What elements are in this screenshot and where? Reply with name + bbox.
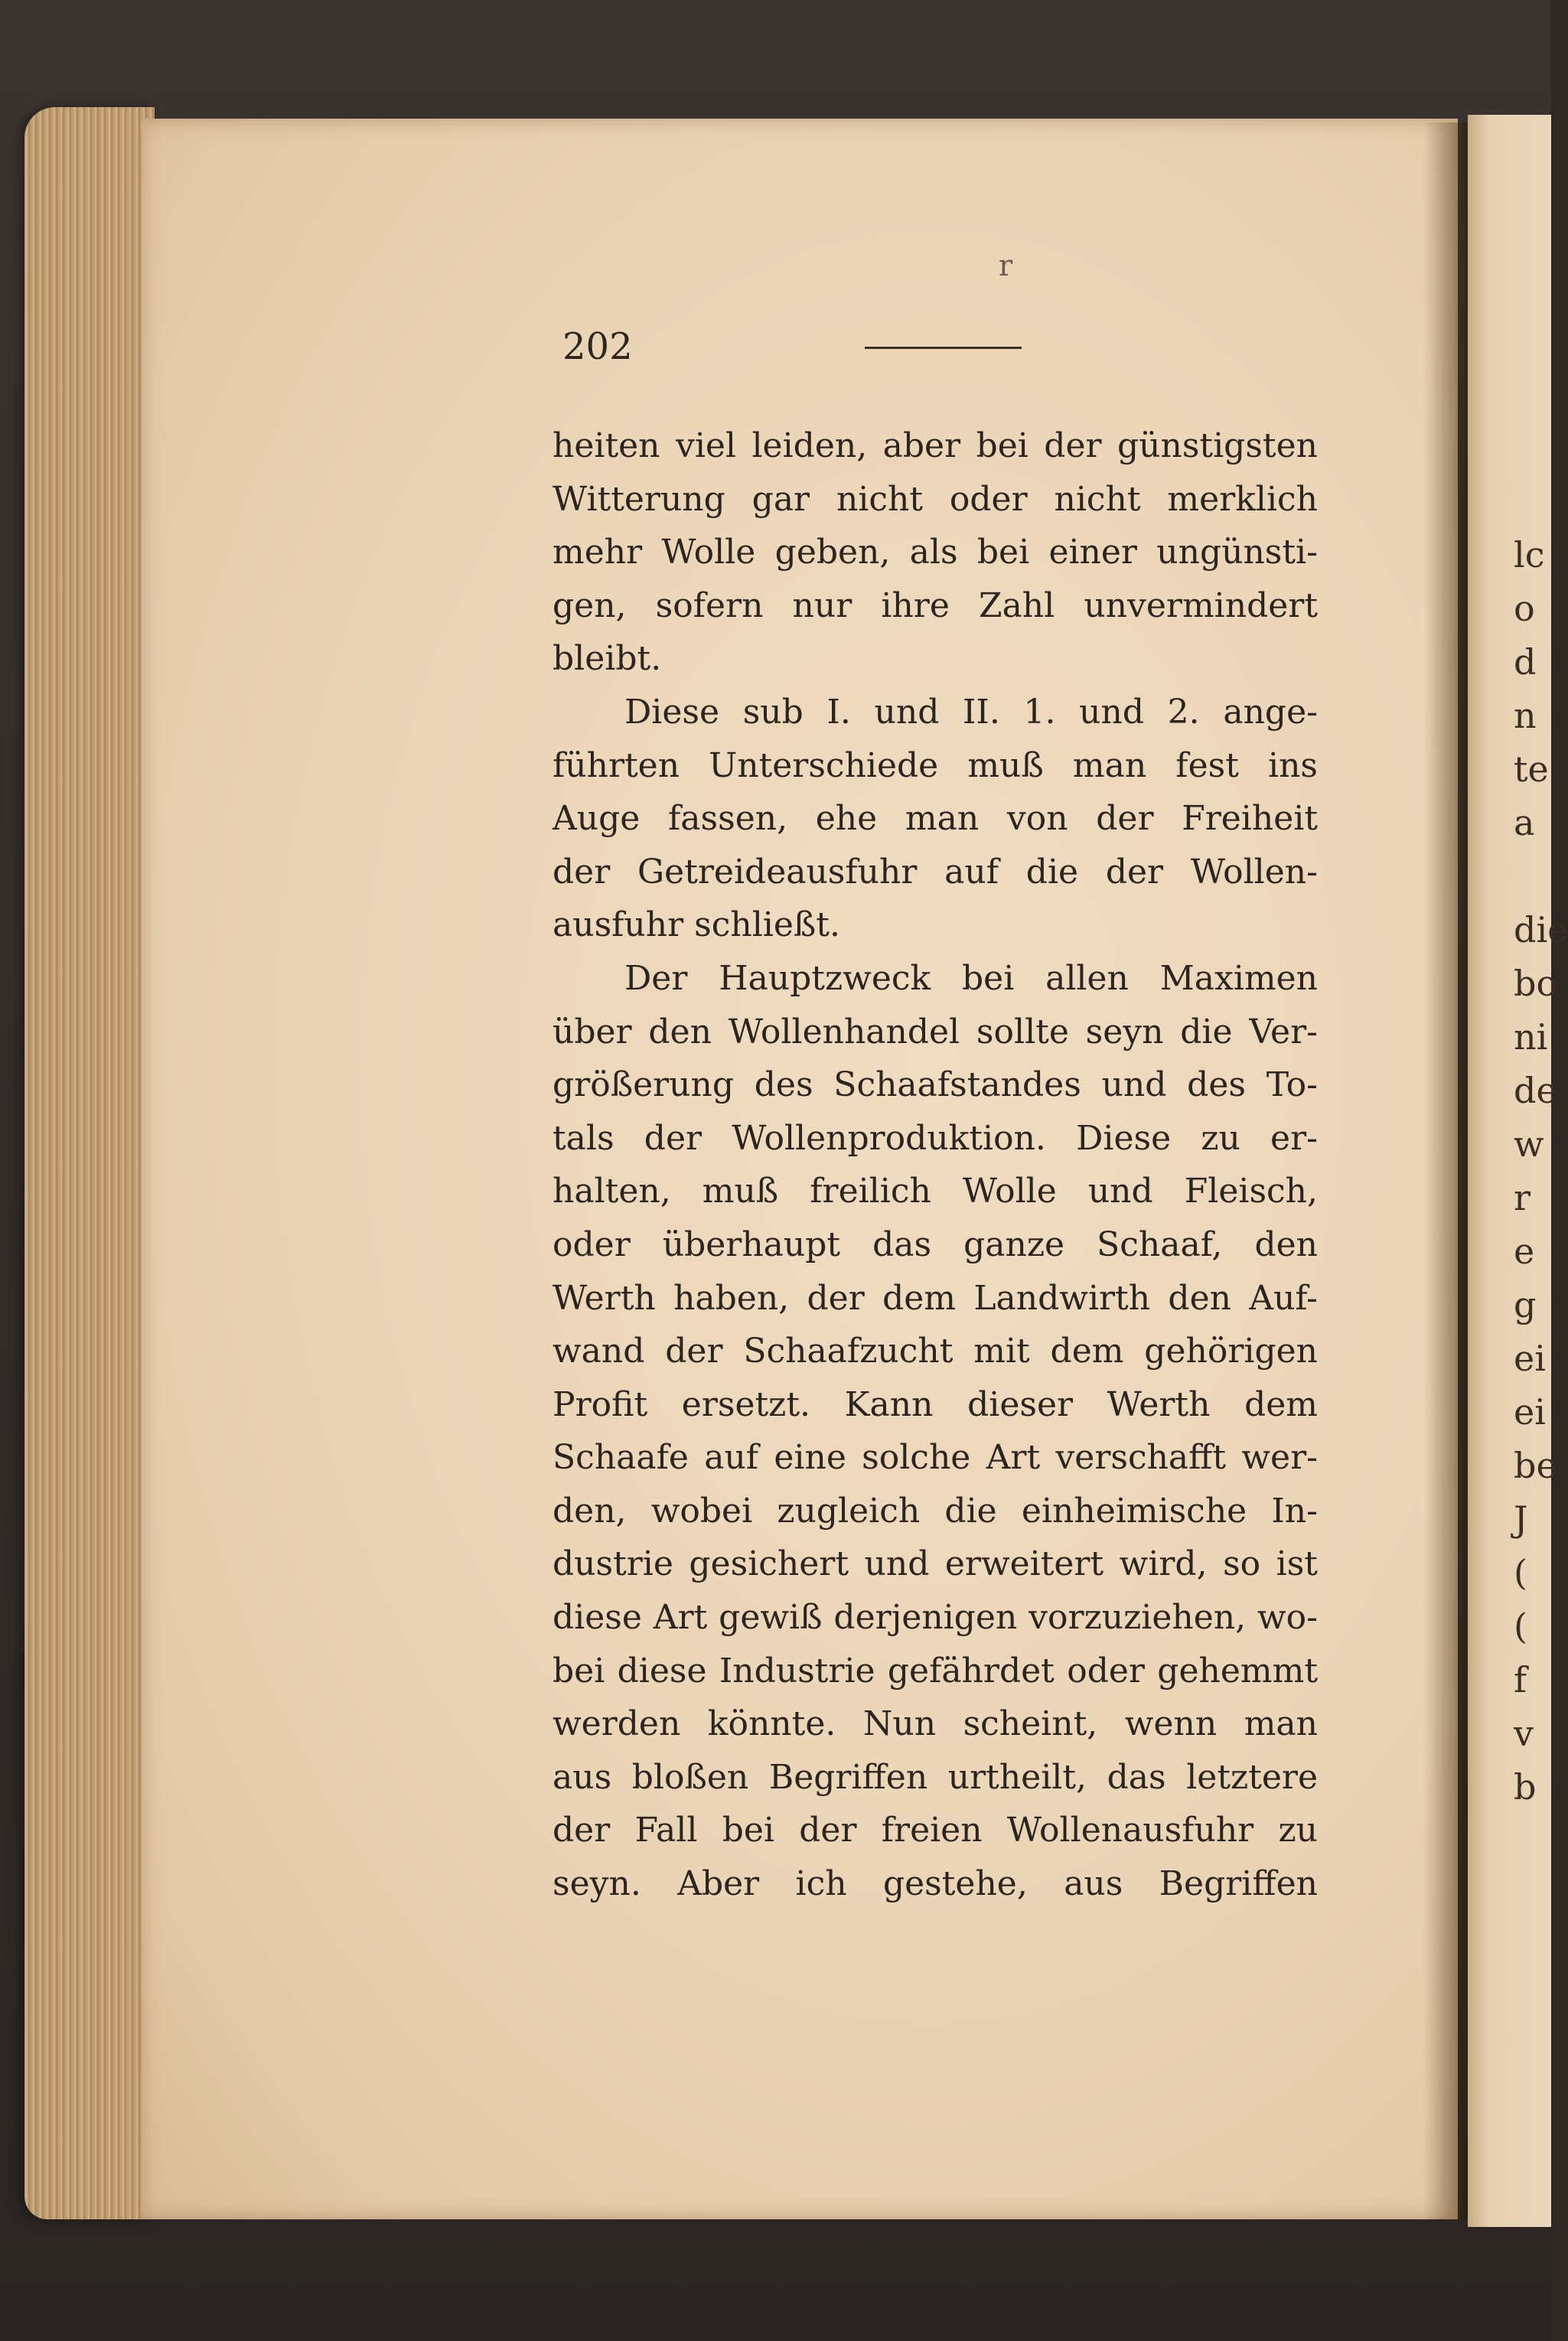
text-line: Diese sub I. und II. 1. und 2. ange-: [624, 692, 1318, 732]
fragment: ei: [1514, 1391, 1546, 1433]
fragment: b: [1514, 1766, 1537, 1808]
body-text: [553, 419, 1318, 1911]
text-line: Profit ersetzt. Kann dieser Werth dem: [553, 1384, 1318, 1424]
text-line: ausfuhr schließt.: [553, 905, 840, 945]
text-line: gen, sofern nur ihre Zahl unvermindert: [553, 585, 1318, 625]
text-line: über den Wollenhandel sollte seyn die Ver-: [553, 1012, 1318, 1051]
text-line: oder überhaupt das ganze Schaaf, den: [553, 1224, 1318, 1264]
fragment: (: [1514, 1552, 1527, 1593]
text-line: halten, muß freilich Wolle und Fleisch,: [553, 1172, 1318, 1211]
fragment: [1514, 849, 1544, 903]
text-line: dustrie gesichert und erweitert wird, so ist: [553, 1544, 1318, 1584]
text-line: wand der Schaafzucht mit dem gehörigen: [553, 1332, 1318, 1371]
text-line: seyn. Aber ich gestehe, aus Begriffen: [553, 1864, 1318, 1904]
fragment: f: [1514, 1659, 1527, 1700]
fragment: ei: [1514, 1338, 1546, 1379]
facing-page-fragments: [1514, 528, 1568, 1814]
fragment: be: [1514, 1445, 1557, 1486]
fragment: te: [1514, 748, 1549, 790]
text-line: werden könnte. Nun scheint, wenn man: [553, 1704, 1318, 1744]
fragment: n: [1514, 695, 1537, 736]
text-line: bei diese Industrie gefährdet oder gehemmt: [553, 1651, 1318, 1691]
page-header: [562, 325, 1328, 371]
page-number: 202: [562, 325, 633, 368]
fragment: a: [1514, 802, 1535, 843]
text-line: Werth haben, der dem Landwirth den Auf-: [553, 1278, 1318, 1318]
book-gutter: [1423, 122, 1469, 2219]
fragment: de: [1514, 1070, 1557, 1111]
fragment: die: [1514, 909, 1568, 950]
text-line: heiten viel leiden, aber bei der günstigsten: [553, 426, 1318, 465]
fragment: v: [1514, 1713, 1534, 1754]
text-line: der Getreideausfuhr auf die der Wollen-: [553, 852, 1318, 892]
fragment: r: [1514, 1177, 1531, 1218]
text-line: aus bloßen Begriffen urtheilt, das letztere: [553, 1757, 1318, 1797]
text-line: Witterung gar nicht oder nicht merklich: [553, 479, 1318, 519]
fragment: g: [1514, 1284, 1537, 1325]
fragment: d: [1514, 641, 1537, 683]
fragment: e: [1514, 1231, 1535, 1272]
fragment: bo: [1514, 963, 1558, 1004]
facing-page-edge: [1468, 115, 1568, 2227]
text-line: Schaafe auf eine solche Art verschafft wer-: [553, 1438, 1318, 1478]
fragment: lc: [1514, 534, 1545, 575]
text-line: der Fall bei der freien Wollenausfuhr zu: [553, 1811, 1318, 1850]
text-line: Der Hauptzweck bei allen Maximen: [624, 958, 1318, 998]
text-line: größerung des Schaafstandes und des To-: [553, 1065, 1318, 1105]
fragment: (: [1514, 1606, 1527, 1647]
fragment: w: [1514, 1123, 1544, 1165]
header-rule: [865, 347, 1022, 349]
text-line: tals der Wollenproduktion. Diese zu er-: [553, 1118, 1318, 1158]
text-line: führten Unterschiede muß man fest ins: [553, 745, 1318, 785]
stray-mark: r: [999, 249, 1013, 282]
book-fore-edge: [24, 107, 155, 2219]
text-line: Auge fassen, ehe man von der Freiheit: [553, 799, 1318, 839]
fragment: J: [1514, 1498, 1528, 1540]
fragment: ni: [1514, 1016, 1548, 1058]
text-line: mehr Wolle geben, als bei einer ungünsti-: [553, 533, 1318, 572]
text-line: diese Art gewiß derjenigen vorzuziehen, wo-: [553, 1598, 1318, 1638]
text-line: bleibt.: [553, 639, 662, 679]
text-line: den, wobei zugleich die einheimische In-: [553, 1491, 1318, 1531]
fragment: o: [1514, 588, 1535, 629]
